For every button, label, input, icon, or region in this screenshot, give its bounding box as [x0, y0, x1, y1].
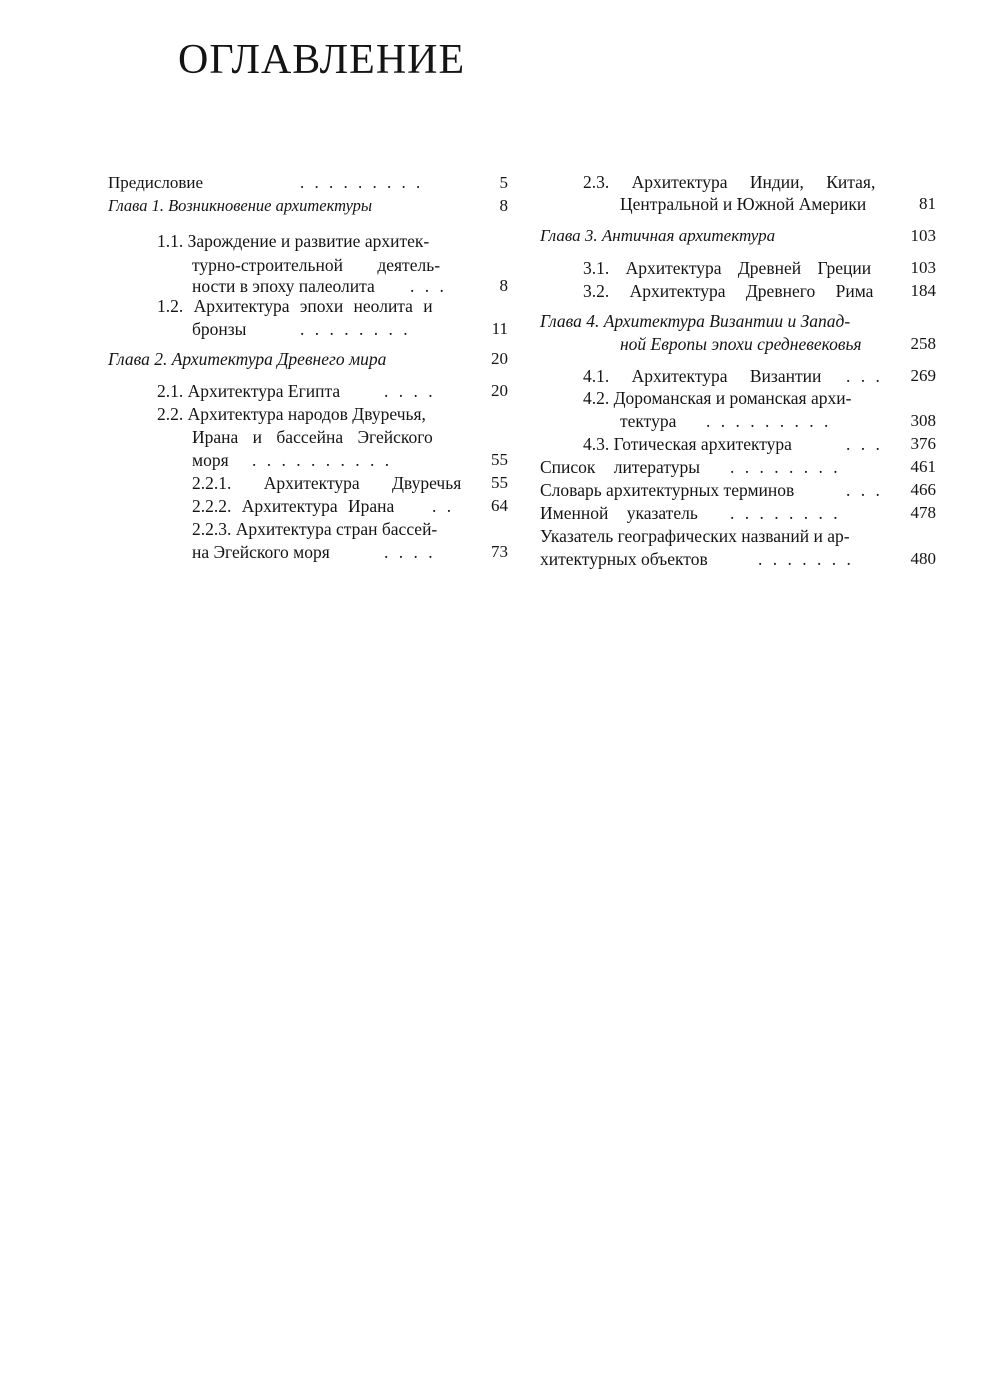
toc-entry-label: бронзы: [192, 319, 247, 339]
toc-entry-label: Глава 3. Античная архитектура: [540, 226, 776, 245]
toc-entry-label: 1.2. Архитектура эпохи неолита и: [157, 296, 433, 316]
leader-dots: . . . . . . .: [758, 549, 854, 569]
toc-entry-label: хитектурных объектов: [540, 549, 708, 569]
toc-entry-label: 4.3. Готическая архитектура: [583, 434, 792, 454]
leader-dots: . . . . . . . . . .: [252, 450, 393, 470]
leader-dots: . . . .: [384, 381, 436, 401]
leader-dots: . . . . . . . .: [730, 503, 841, 523]
toc-entry-label: 2.2.2. Архитектура Ирана: [192, 496, 395, 516]
toc-entry-page: 480: [910, 549, 936, 568]
toc-entry-label: 2.2. Архитектура народов Двуречья,: [157, 404, 426, 424]
leader-dots: . . .: [846, 366, 883, 386]
toc-entry-label: ности в эпоху палеолита: [192, 276, 375, 296]
toc-entry-page: 184: [910, 281, 936, 300]
toc-entry-page: 103: [910, 258, 936, 277]
toc-entry-page: 55: [491, 450, 508, 469]
leader-dots: . . .: [846, 434, 883, 454]
toc-entry-label: тектура: [620, 411, 677, 431]
toc-entry-page: 81: [919, 194, 936, 213]
toc-entry-label: турно-строительной деятель-: [192, 255, 441, 275]
leader-dots: . .: [432, 496, 455, 516]
toc-entry-label: 2.2.1. Архитектура Двуречья: [192, 473, 462, 493]
toc-entry-page: 461: [910, 457, 936, 476]
leader-dots: . . . .: [384, 542, 436, 562]
toc-entry-label: Словарь архитектурных терминов: [540, 480, 795, 500]
toc-entry-page: 466: [910, 480, 936, 499]
toc-entry-label: ной Европы эпохи средневековья: [620, 334, 862, 354]
toc-entry-label: Указатель географических названий и ар-: [540, 526, 850, 546]
toc-entry-label: Глава 1. Возникновение архитектуры: [108, 196, 373, 215]
leader-dots: . . . . . . . .: [300, 319, 411, 339]
toc-entry-label: на Эгейского моря: [192, 542, 330, 562]
toc-entry-page: 258: [910, 334, 936, 353]
toc-entry-page: 376: [910, 434, 936, 453]
page-title: ОГЛАВЛЕНИЕ: [178, 37, 466, 83]
toc-entry-label: Предисловие: [108, 173, 204, 192]
toc-entry-page: 5: [499, 173, 508, 192]
toc-entry-label: Глава 4. Архитектура Византии и Запад-: [540, 311, 851, 331]
leader-dots: . . .: [846, 480, 883, 500]
toc-entry-page: 55: [491, 473, 508, 492]
toc-entry-label: Центральной и Южной Америки: [620, 194, 867, 214]
toc-entry-page: 73: [491, 542, 508, 561]
toc-entry-page: 20: [491, 349, 508, 368]
toc-entry-label: 3.2. Архитектура Древнего Рима: [583, 281, 874, 301]
toc-entry-label: 3.1. Архитектура Древней Греции: [583, 258, 872, 278]
toc-entry-label: 4.1. Архитектура Византии: [583, 366, 822, 386]
leader-dots: . . . . . . . .: [730, 457, 841, 477]
toc-entry-page: 269: [910, 366, 936, 385]
toc-entry-label: 1.1. Зарождение и развитие архитек-: [157, 231, 430, 251]
toc-entry-label: моря: [192, 450, 229, 470]
toc-entry-label: 2.1. Архитектура Египта: [157, 381, 341, 401]
leader-dots: . . .: [410, 276, 447, 296]
leader-dots: . . . . . . . . .: [300, 173, 424, 192]
toc-entry-label: Именной указатель: [540, 503, 698, 523]
toc-entry-label: 2.3. Архитектура Индии, Китая,: [583, 172, 876, 192]
toc-entry-page: 308: [910, 411, 936, 430]
toc-entry-page: 103: [910, 226, 936, 245]
toc-entry-page: 8: [499, 276, 508, 295]
toc-entry-page: 8: [499, 196, 508, 215]
toc-entry-page: 478: [910, 503, 936, 522]
toc-entry-label: Список литературы: [540, 457, 701, 477]
toc-entry-page: 64: [491, 496, 508, 515]
toc-entry-label: 4.2. Дороманская и романская архи-: [583, 388, 852, 408]
toc-entry-label: Глава 2. Архитектура Древнего мира: [108, 349, 387, 369]
toc-entry-page: 11: [491, 319, 508, 338]
toc-entry-page: 20: [491, 381, 508, 400]
toc-entry-label: Ирана и бассейна Эгейского: [192, 427, 433, 447]
toc-entry-label: 2.2.3. Архитектура стран бассей-: [192, 519, 438, 539]
leader-dots: . . . . . . . . .: [706, 411, 832, 431]
